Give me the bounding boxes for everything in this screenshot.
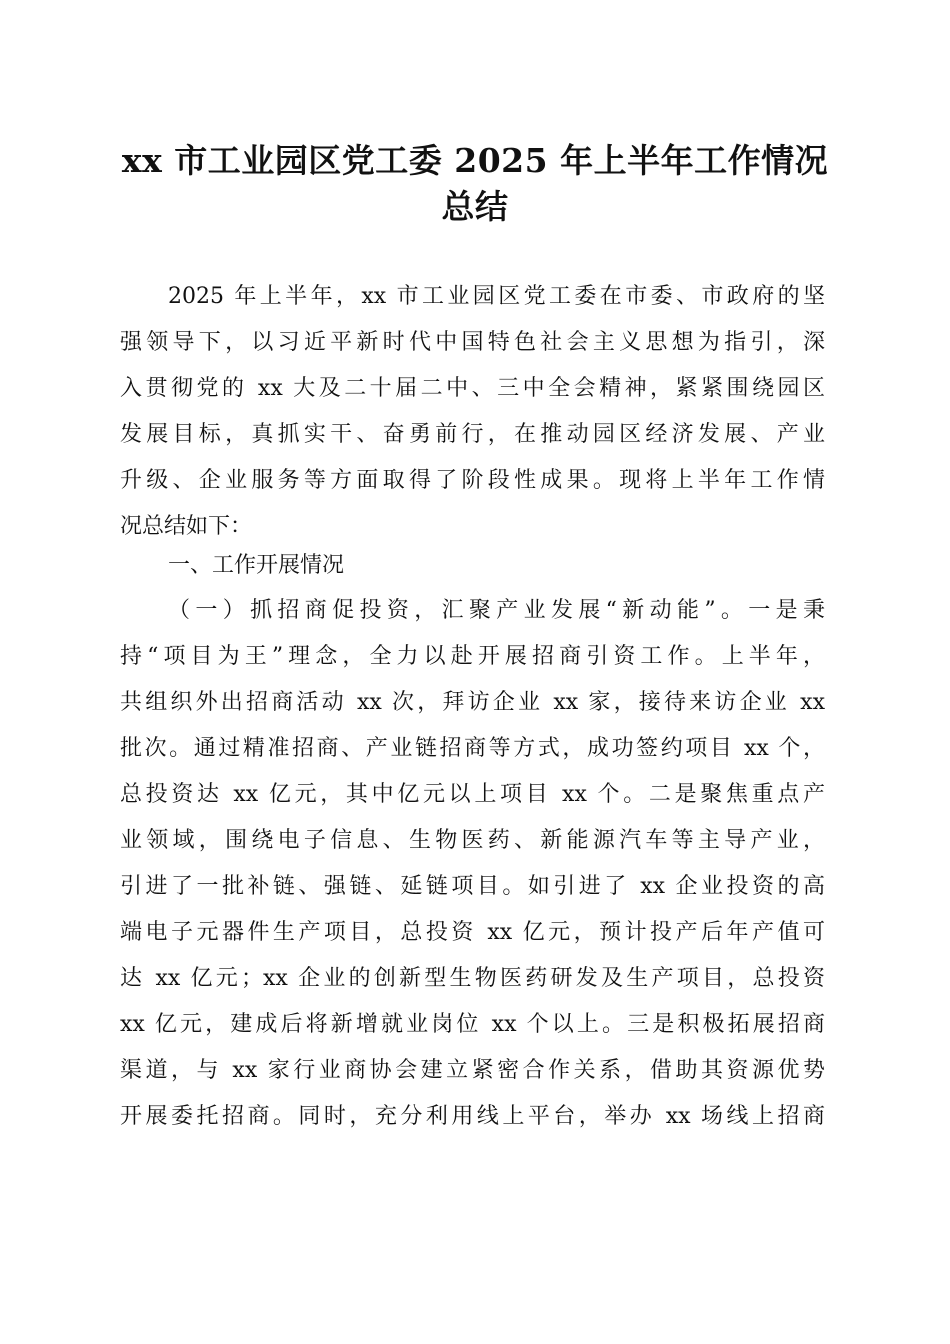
- body-line: 共组织外出招商活动 xx 次，拜访企业 xx 家，接待来访企业 xx: [120, 690, 825, 715]
- document-title-line-2: 总结: [441, 187, 509, 226]
- body-line: 端电子元器件生产项目，总投资 xx 亿元，预计投产后年产值可: [120, 920, 825, 945]
- body-line: 开展委托招商。同时，充分利用线上平台，举办 xx 场线上招商: [120, 1104, 825, 1129]
- intro-line: 入贯彻党的 xx 大及二十届二中、三中全会精神，紧紧围绕园区: [120, 376, 825, 401]
- body-line: 引进了一批补链、强链、延链项目。如引进了 xx 企业投资的高: [120, 874, 825, 899]
- intro-line: 况总结如下：: [120, 514, 253, 539]
- intro-line: 升级、企业服务等方面取得了阶段性成果。现将上半年工作情: [120, 468, 825, 493]
- intro-line: 发展目标，真抓实干、奋勇前行，在推动园区经济发展、产业: [120, 422, 825, 447]
- body-line: 持“项目为王”理念，全力以赴开展招商引资工作。上半年，: [120, 644, 825, 669]
- intro-line: 2025 年上半年，xx 市工业园区党工委在市委、市政府的坚: [168, 284, 825, 309]
- body-line: （一）抓招商促投资，汇聚产业发展“新动能”。一是秉: [168, 598, 825, 623]
- body-line: 达 xx 亿元；xx 企业的创新型生物医药研发及生产项目，总投资: [120, 966, 825, 991]
- body-line: 业领域，围绕电子信息、生物医药、新能源汽车等主导产业，: [120, 828, 825, 853]
- body-line: 批次。通过精准招商、产业链招商等方式，成功签约项目 xx 个，: [120, 736, 825, 761]
- body-line: 渠道，与 xx 家行业商协会建立紧密合作关系，借助其资源优势: [120, 1058, 825, 1083]
- intro-line: 强领导下，以习近平新时代中国特色社会主义思想为指引，深: [120, 330, 825, 355]
- section-heading: 一、工作开展情况: [168, 553, 345, 578]
- body-line: xx 亿元，建成后将新增就业岗位 xx 个以上。三是积极拓展招商: [120, 1012, 825, 1037]
- document-title-line-1: xx 市工业园区党工委 2025 年上半年工作情况: [121, 141, 829, 180]
- body-line: 总投资达 xx 亿元，其中亿元以上项目 xx 个。二是聚焦重点产: [120, 782, 825, 807]
